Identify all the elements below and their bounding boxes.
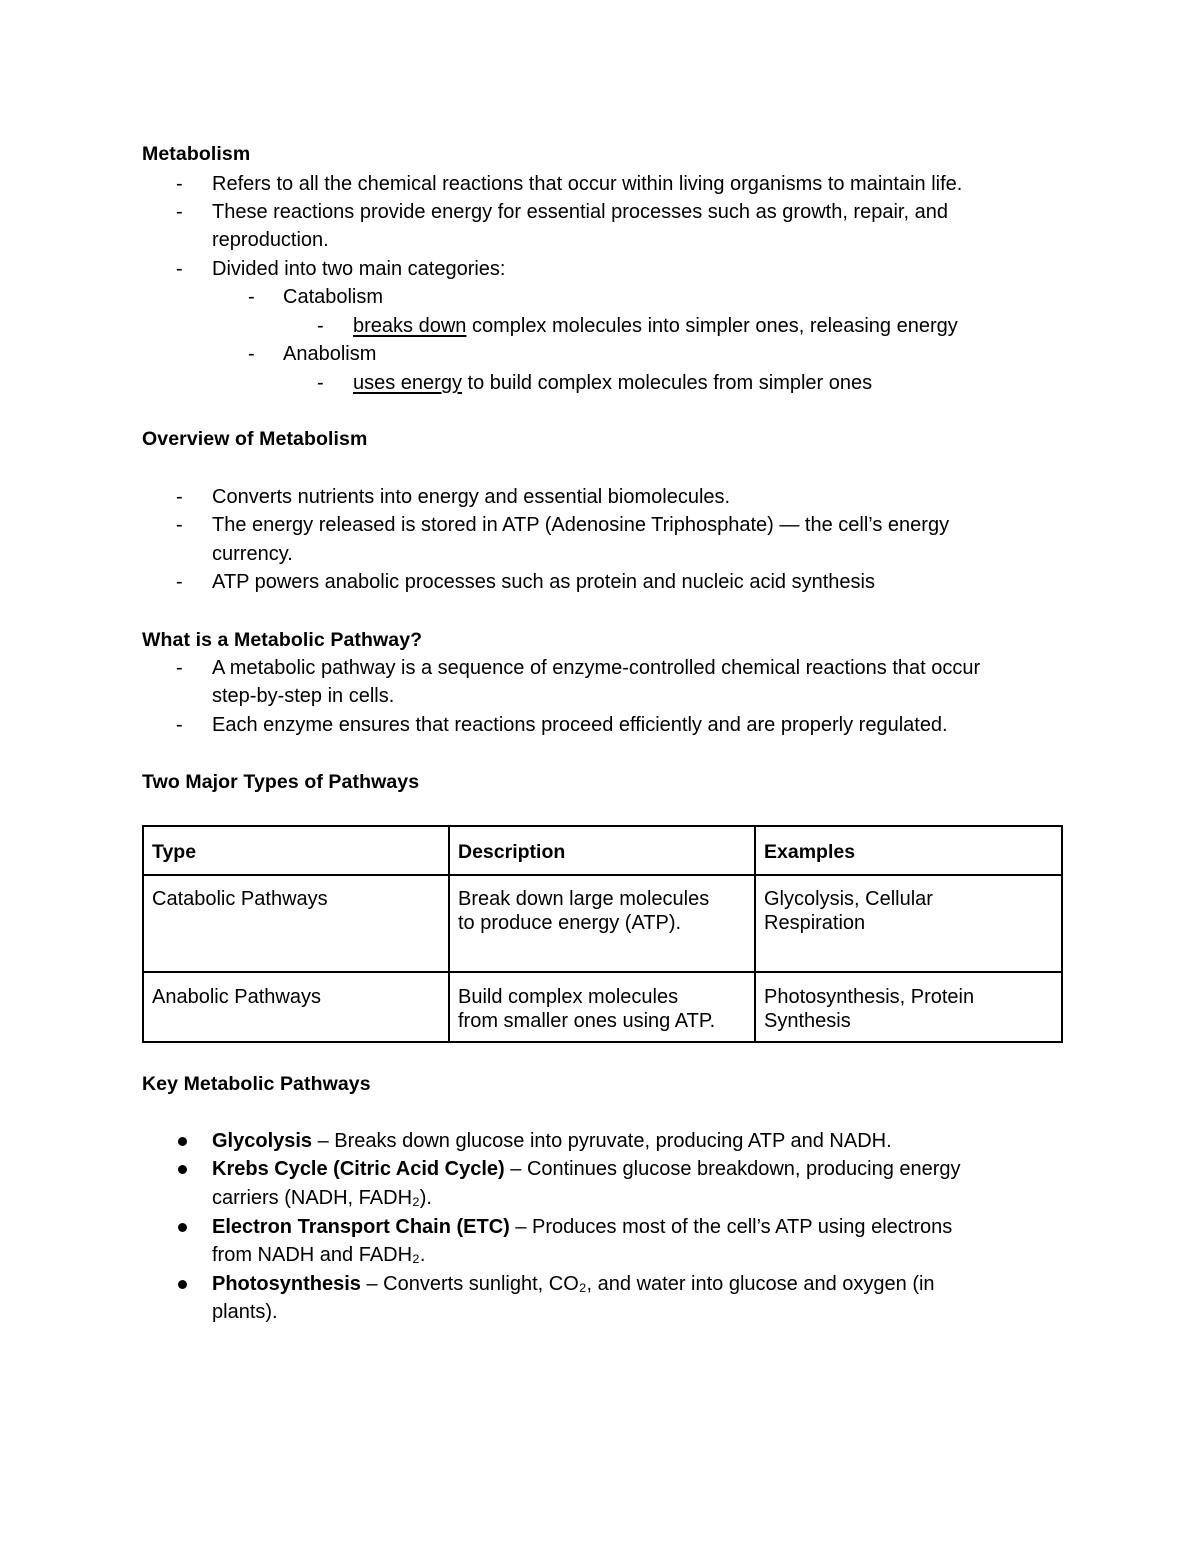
key-item-4: Photosynthesis – Converts sunlight, CO₂, and water into glucose and oxygen (in (212, 1273, 935, 1295)
metabolism-line-2b: reproduction. (212, 229, 329, 251)
dash-marker: - (317, 372, 324, 394)
table-cell-examples: Glycolysis, Cellular Respiration (755, 875, 1062, 972)
table-cell-examples: Photosynthesis, Protein Synthesis (755, 972, 1062, 1042)
table-cell-description: Break down large molecules to produce energy (ATP). (449, 875, 755, 972)
key-item-4-cont: plants). (212, 1301, 278, 1323)
key-item-3: Electron Transport Chain (ETC) – Produces most of the cell’s ATP using electrons (212, 1216, 953, 1238)
pathway-line-1b: step-by-step in cells. (212, 685, 395, 707)
dash-marker: - (176, 657, 183, 679)
bullet-icon (178, 1137, 187, 1146)
dash-marker: - (248, 286, 255, 308)
catabolism-underlined: breaks down (353, 315, 467, 337)
dash-marker: - (176, 486, 183, 508)
key-item-3-cont: from NADH and FADH₂. (212, 1244, 426, 1266)
table-cell-description: Build complex molecules from smaller ones using ATP. (449, 972, 755, 1042)
table-row (143, 972, 1062, 1042)
catabolism-description (353, 314, 958, 338)
bullet-icon (178, 1165, 187, 1174)
metabolism-line-1: Refers to all the chemical reactions that occur within living organisms to maintain life. (212, 173, 963, 195)
anabolism-description (353, 371, 872, 395)
heading-metabolism: Metabolism (142, 143, 251, 165)
overview-line-2b: currency. (212, 543, 293, 565)
heading-pathway: What is a Metabolic Pathway? (142, 629, 423, 651)
overview-line-1: Converts nutrients into energy and essential biomolecules. (212, 486, 731, 508)
catabolism-rest: complex molecules into simpler ones, releasing energy (466, 315, 958, 337)
overview-line-2a: The energy released is stored in ATP (Adenosine Triphosphate) — the cell’s energy (212, 514, 950, 536)
dash-marker: - (176, 258, 183, 280)
key-item-2: Krebs Cycle (Citric Acid Cycle) – Continues glucose breakdown, producing energy (212, 1158, 961, 1180)
table-row (143, 875, 1062, 972)
pathway-line-2: Each enzyme ensures that reactions proceed efficiently and are properly regulated. (212, 714, 948, 736)
dash-marker: - (176, 714, 183, 736)
key-item-2-cont: carriers (NADH, FADH₂). (212, 1187, 432, 1209)
dash-marker: - (176, 571, 183, 593)
dash-marker: - (248, 343, 255, 365)
heading-key-pathways: Key Metabolic Pathways (142, 1073, 371, 1095)
bullet-icon (178, 1280, 187, 1289)
pathway-line-1a: A metabolic pathway is a sequence of enzyme-controlled chemical reactions that occur (212, 657, 981, 679)
table-header-examples: Examples (755, 826, 1062, 875)
anabolism-rest: to build complex molecules from simpler ones (461, 372, 873, 394)
heading-overview: Overview of Metabolism (142, 428, 368, 450)
dash-marker: - (176, 173, 183, 195)
table-header-description: Description (449, 826, 755, 875)
dash-marker: - (176, 201, 183, 223)
metabolism-line-2a: These reactions provide energy for essential processes such as growth, repair, and (212, 201, 948, 223)
anabolism-underlined: uses energy (353, 372, 462, 394)
heading-types: Two Major Types of Pathways (142, 771, 420, 793)
anabolism-label: Anabolism (283, 343, 377, 365)
metabolism-line-3: Divided into two main categories: (212, 258, 506, 280)
dash-marker: - (317, 315, 324, 337)
dash-marker: - (176, 514, 183, 536)
table-header-type: Type (143, 826, 449, 875)
bullet-icon (178, 1223, 187, 1232)
key-item-1: Glycolysis – Breaks down glucose into pyruvate, producing ATP and NADH. (212, 1130, 892, 1152)
catabolism-label: Catabolism (283, 286, 384, 308)
table-cell-type: Anabolic Pathways (143, 972, 449, 1042)
pathways-table (142, 825, 1063, 1043)
table-cell-type: Catabolic Pathways (143, 875, 449, 972)
overview-line-3: ATP powers anabolic processes such as protein and nucleic acid synthesis (212, 571, 875, 593)
